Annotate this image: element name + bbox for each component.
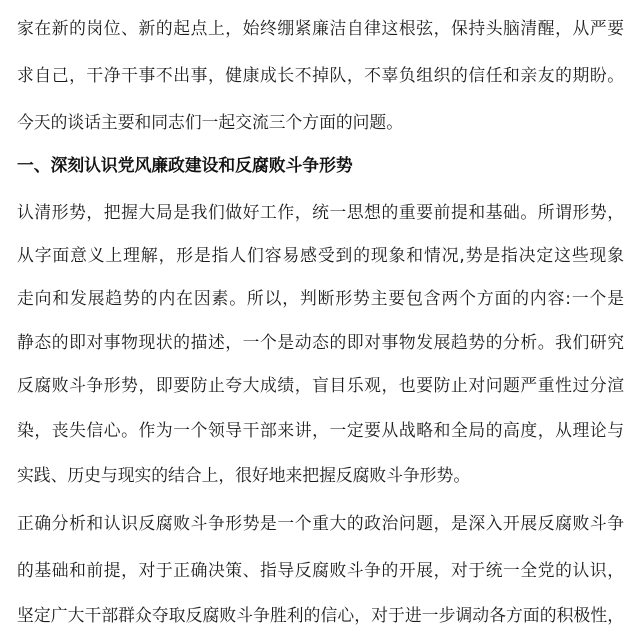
paragraph-line: 从字面意义上理解，形是指人们容易感受到的现象和情况,势是指决定这些现象 — [17, 245, 624, 265]
paragraph-line: 求自己，干净干事不出事，健康成长不掉队，不辜负组织的信任和亲友的期盼。 — [17, 65, 624, 85]
paragraph-line: 反腐败斗争形势，即要防止夸大成绩，盲目乐观，也要防止对问题严重性过分渲 — [17, 375, 624, 395]
paragraph-line: 坚定广大干部群众夺取反腐败斗争胜利的信心，对于进一步调动各方面的积极性， — [17, 605, 624, 625]
paragraph-line: 认清形势，把握大局是我们做好工作，统一思想的重要前提和基础。所谓形势， — [17, 202, 624, 222]
paragraph-line: 今天的谈话主要和同志们一起交流三个方面的问题。 — [17, 112, 403, 132]
section-heading: 一、深刻认识党风廉政建设和反腐败斗争形势 — [17, 155, 353, 175]
paragraph-line: 家在新的岗位、新的起点上，始终绷紧廉洁自律这根弦，保持头脑清醒，从严要 — [17, 18, 624, 38]
paragraph-line: 正确分析和认识反腐败斗争形势是一个重大的政治问题，是深入开展反腐败斗争 — [17, 513, 624, 533]
paragraph-line: 走向和发展趋势的内在因素。所以，判断形势主要包含两个方面的内容:一个是 — [17, 288, 624, 308]
paragraph-line: 的基础和前提，对于正确决策、指导反腐败斗争的开展，对于统一全党的认识， — [17, 560, 624, 580]
paragraph-line: 染，丧失信心。作为一个领导干部来讲，一定要从战略和全局的高度，从理论与 — [17, 420, 624, 440]
paragraph-line: 实践、历史与现实的结合上，很好地来把握反腐败斗争形势。 — [17, 465, 471, 485]
paragraph-line: 静态的即对事物现状的描述，一个是动态的即对事物发展趋势的分析。我们研究 — [17, 332, 624, 352]
